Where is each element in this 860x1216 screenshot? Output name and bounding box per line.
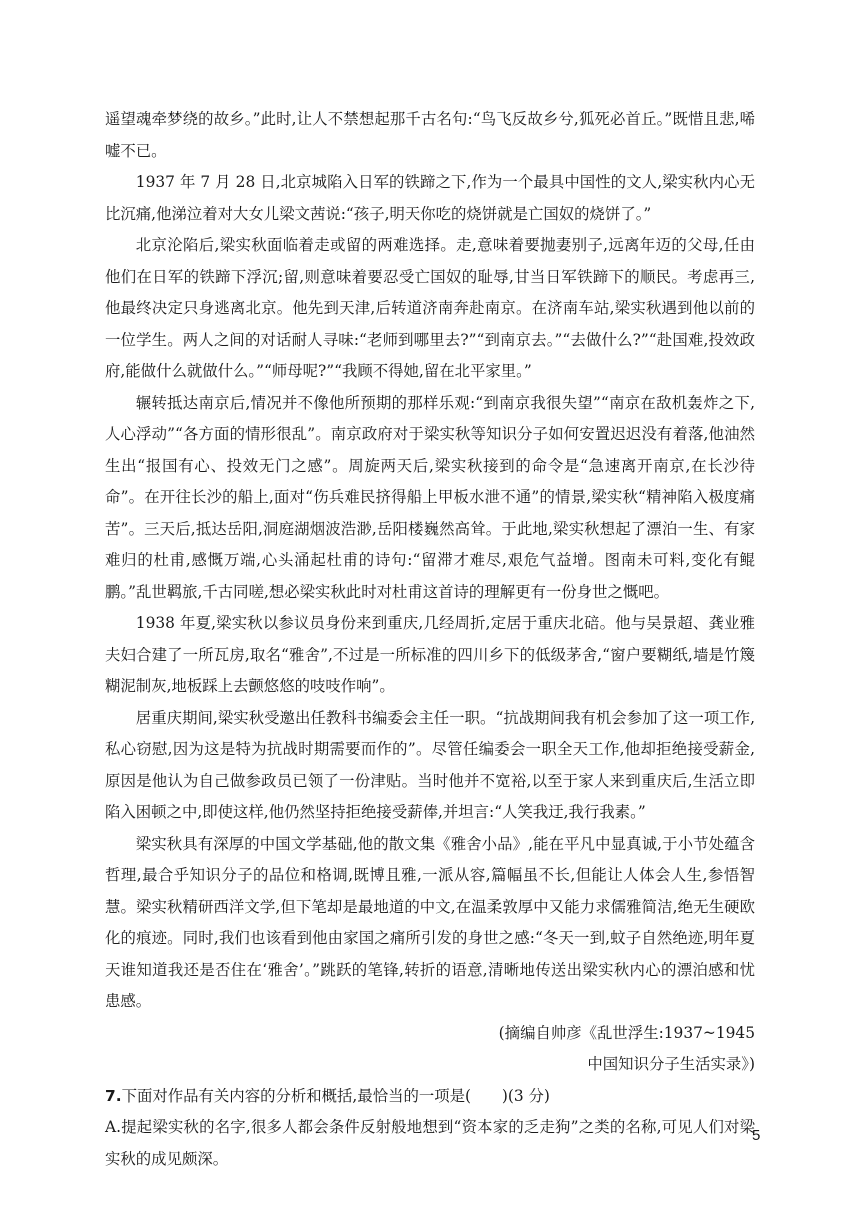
paragraph-3: 北京沦陷后,梁实秋面临着走或留的两难选择。走,意味着要抛妻别子,远离年迈的父母,任由他们在日军的铁蹄下浮沉;留,则意味着要忍受亡国奴的耻辱,甘当日军铁蹄下的顺民。考虑再三,他最终决定只身逃离北京。他先到天津,后转道济南奔赴南京。在济南车站,梁实秋遇到他以前的一位学生。两人之间的对话耐人寻味:“老师到哪里去?”“到南京去。”“去做什么?”“赴国难,投效政府,能做什么就做什么。”“师母呢?”“我顾不得她,留在北平家里。” <box>105 236 755 380</box>
question-stem <box>105 1081 755 1113</box>
source-citation-line2: 中国知识分子生活实录》) <box>587 1055 755 1073</box>
paragraph-1: 遥望魂牵梦绕的故乡。”此时,让人不禁想起那千古名句:“鸟飞反故乡兮,狐死必首丘。”既惜且悲,唏嘘不已。 <box>105 110 755 160</box>
article-body <box>105 104 755 1175</box>
paragraph-5: 1938 年夏,梁实秋以参议员身份来到重庆,几经周折,定居于重庆北碚。他与吴景超、龚业雅夫妇合建了一所瓦房,取名“雅舍”,不过是一所标准的四川乡下的低级茅舍,“窗户要糊纸,墙是竹篾糊泥制灰,地板踩上去颤悠悠的吱吱作响”。 <box>105 614 755 695</box>
page-number: 5 <box>752 1127 761 1144</box>
question-text: 下面对作品有关内容的分析和概括,最恰当的一项是( )(3 分) <box>121 1086 550 1105</box>
question-number: 7. <box>105 1086 122 1105</box>
source-citation-line1: (摘编自帅彦《乱世浮生:1937~1945 <box>498 1023 755 1042</box>
paragraph-6: 居重庆期间,梁实秋受邀出任教科书编委会主任一职。“抗战期间我有机会参加了这一项工作,私心窃慰,因为这是特为抗战时期需要而作的”。尽管任编委会一职全天工作,他却拒绝接受薪金,原因是他认为自己做参政员已领了一份津贴。当时他并不宽裕,以至于家人来到重庆后,生活立即陷入困顿之中,即使这样,他仍然坚持拒绝接受薪俸,并坦言:“人笑我迂,我行我素。” <box>105 708 755 821</box>
question-option-a: A.提起梁实秋的名字,很多人都会条件反射般地想到“资本家的乏走狗”之类的名称,可见人们对梁实秋的成见颇深。 <box>105 1118 755 1168</box>
paragraph-7: 梁实秋具有深厚的中国文学基础,他的散文集《雅舍小品》,能在平凡中显真诚,于小节处蕴含哲理,最合乎知识分子的品位和格调,既博且雅,一派从容,篇幅虽不长,但能让人体会人生,参悟智慧。梁实秋精研西洋文学,但下笔却是最地道的中文,在温柔敦厚中又能力求儒雅简洁,绝无生硬欧化的痕迹。同时,我们也该看到他由家国之痛所引发的身世之感:“冬天一到,蚊子自然绝迹,明年夏天谁知道我还是否住在‘雅舍’。”跳跃的笔锋,转折的语意,清晰地传送出梁实秋内心的漂泊感和忧患感。 <box>105 834 755 1010</box>
paragraph-4: 辗转抵达南京后,情况并不像他所预期的那样乐观:“到南京我很失望”“南京在敌机轰炸之下,人心浮动”“各方面的情形很乱”。南京政府对于梁实秋等知识分子如何安置迟迟没有着落,他油然生出“报国有心、投效无门之感”。周旋两天后,梁实秋接到的命令是“急速离开南京,在长沙待命”。在开往长沙的船上,面对“伤兵难民挤得船上甲板水泄不通”的情景,梁实秋“精神陷入极度痛苦”。三天后,抵达岳阳,洞庭湖烟波浩渺,岳阳楼巍然高耸。于此地,梁实秋想起了漂泊一生、有家难归的杜甫,感慨万端,心头涌起杜甫的诗句:“留滞才难尽,艰危气益增。图南未可料,变化有鲲鹏。”乱世羁旅,千古同嗟,想必梁实秋此时对杜甫这首诗的理解更有一份身世之慨吧。 <box>105 393 755 601</box>
paragraph-2: 1937 年 7 月 28 日,北京城陷入日军的铁蹄之下,作为一个最具中国性的文人,梁实秋内心无比沉痛,他涕泣着对大女儿梁文茜说:“孩子,明天你吃的烧饼就是亡国奴的烧饼了。” <box>105 173 755 223</box>
